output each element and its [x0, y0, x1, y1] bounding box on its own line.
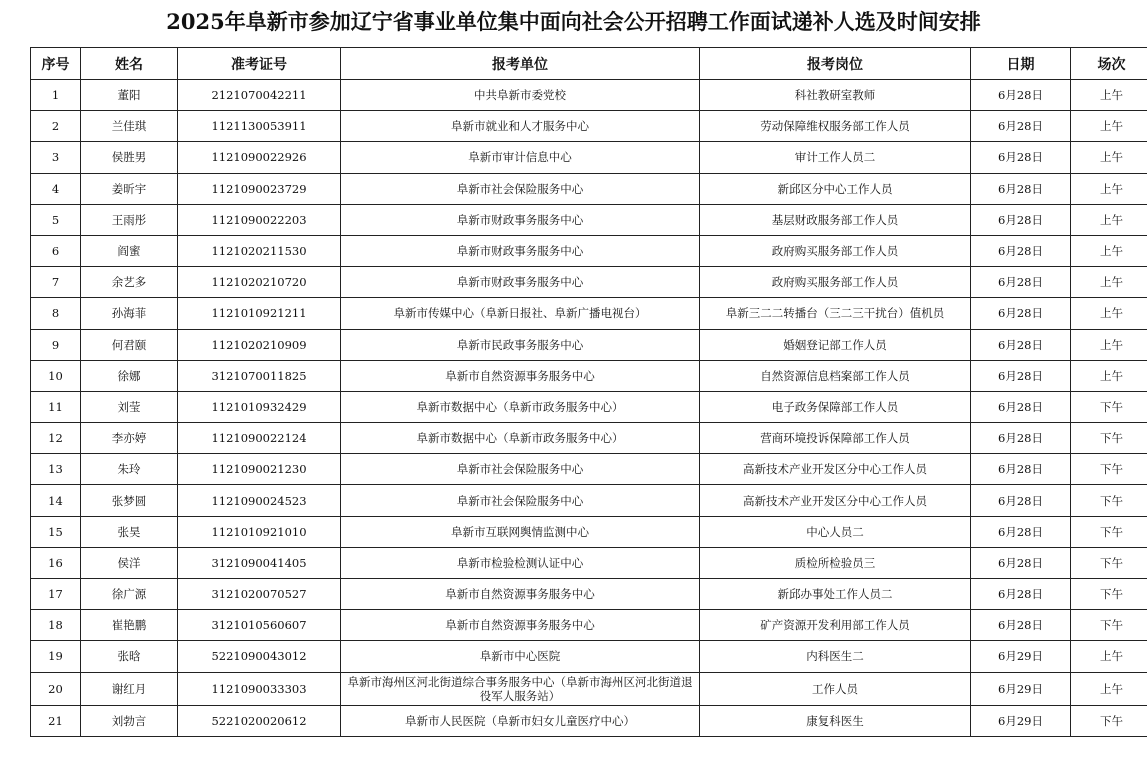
- row-number: 19: [31, 641, 81, 672]
- header-name: 姓名: [81, 48, 178, 80]
- applied-unit: 阜新市社会保险服务中心: [341, 173, 700, 204]
- interview-date: 6月28日: [971, 579, 1071, 610]
- applied-post: 电子政务保障部工作人员: [700, 391, 971, 422]
- applied-unit: 阜新市海州区河北街道综合事务服务中心（阜新市海州区河北街道退役军人服务站）: [341, 672, 700, 705]
- candidate-name: 张梦圆: [81, 485, 178, 516]
- candidate-name: 王雨彤: [81, 204, 178, 235]
- interview-date: 6月28日: [971, 111, 1071, 142]
- interview-date: 6月28日: [971, 298, 1071, 329]
- table-body: [31, 80, 1147, 737]
- interview-session: 上午: [1071, 641, 1147, 672]
- applied-unit: 阜新市互联网舆情监测中心: [341, 516, 700, 547]
- header-date: 日期: [971, 48, 1071, 80]
- row-number: 20: [31, 672, 81, 705]
- applied-post: 科社教研室教师: [700, 80, 971, 111]
- table-row: [31, 423, 1147, 454]
- interview-date: 6月28日: [971, 391, 1071, 422]
- applied-post: 婚姻登记部工作人员: [700, 329, 971, 360]
- row-number: 4: [31, 173, 81, 204]
- row-number: 1: [31, 80, 81, 111]
- candidate-name: 朱玲: [81, 454, 178, 485]
- applied-unit: 阜新市人民医院（阜新市妇女儿童医疗中心）: [341, 705, 700, 736]
- interview-session: 下午: [1071, 547, 1147, 578]
- interview-date: 6月28日: [971, 360, 1071, 391]
- applied-unit: 阜新市审计信息中心: [341, 142, 700, 173]
- applied-post: 高新技术产业开发区分中心工作人员: [700, 485, 971, 516]
- exam-id: 1121090021230: [178, 454, 341, 485]
- applied-post: 政府购买服务部工作人员: [700, 267, 971, 298]
- applied-unit: 中共阜新市委党校: [341, 80, 700, 111]
- exam-id: 1121020210720: [178, 267, 341, 298]
- interview-date: 6月28日: [971, 329, 1071, 360]
- candidate-name: 张晗: [81, 641, 178, 672]
- interview-date: 6月28日: [971, 142, 1071, 173]
- interview-session: 上午: [1071, 329, 1147, 360]
- exam-id: 3121070011825: [178, 360, 341, 391]
- table-row: [31, 235, 1147, 266]
- interview-date: 6月29日: [971, 641, 1071, 672]
- applied-unit: 阜新市数据中心（阜新市政务服务中心）: [341, 391, 700, 422]
- applied-post: 阜新三二二转播台（三二三干扰台）值机员: [700, 298, 971, 329]
- interview-date: 6月28日: [971, 173, 1071, 204]
- row-number: 12: [31, 423, 81, 454]
- header-no: 序号: [31, 48, 81, 80]
- header-unit: 报考单位: [341, 48, 700, 80]
- applied-unit: 阜新市传媒中心（阜新日报社、阜新广播电视台）: [341, 298, 700, 329]
- applied-post: 矿产资源开发利用部工作人员: [700, 610, 971, 641]
- interview-session: 上午: [1071, 173, 1147, 204]
- table-row: [31, 516, 1147, 547]
- schedule-table: [30, 47, 1147, 737]
- candidate-name: 阎蜜: [81, 235, 178, 266]
- candidate-name: 刘莹: [81, 391, 178, 422]
- applied-post: 营商环境投诉保障部工作人员: [700, 423, 971, 454]
- exam-id: 1121020211530: [178, 235, 341, 266]
- row-number: 7: [31, 267, 81, 298]
- interview-date: 6月28日: [971, 423, 1071, 454]
- applied-unit: 阜新市数据中心（阜新市政务服务中心）: [341, 423, 700, 454]
- applied-unit: 阜新市民政事务服务中心: [341, 329, 700, 360]
- table-row: [31, 705, 1147, 736]
- candidate-name: 兰佳琪: [81, 111, 178, 142]
- page-title: 2025年阜新市参加辽宁省事业单位集中面向社会公开招聘工作面试递补人选及时间安排: [166, 9, 981, 34]
- candidate-name: 徐娜: [81, 360, 178, 391]
- table-row: [31, 267, 1147, 298]
- interview-session: 下午: [1071, 516, 1147, 547]
- interview-session: 下午: [1071, 705, 1147, 736]
- table-row: [31, 610, 1147, 641]
- interview-session: 上午: [1071, 672, 1147, 705]
- interview-date: 6月28日: [971, 516, 1071, 547]
- exam-id: 1121010921211: [178, 298, 341, 329]
- interview-date: 6月28日: [971, 485, 1071, 516]
- candidate-name: 徐广源: [81, 579, 178, 610]
- exam-id: 3121010560607: [178, 610, 341, 641]
- exam-id: 1121090024523: [178, 485, 341, 516]
- interview-session: 上午: [1071, 204, 1147, 235]
- row-number: 13: [31, 454, 81, 485]
- exam-id: 3121020070527: [178, 579, 341, 610]
- table-row: [31, 485, 1147, 516]
- row-number: 15: [31, 516, 81, 547]
- exam-id: 1121090023729: [178, 173, 341, 204]
- exam-id: 5221090043012: [178, 641, 341, 672]
- applied-unit: 阜新市社会保险服务中心: [341, 454, 700, 485]
- exam-id: 1121010921010: [178, 516, 341, 547]
- interview-date: 6月28日: [971, 80, 1071, 111]
- applied-unit: 阜新市就业和人才服务中心: [341, 111, 700, 142]
- interview-session: 上午: [1071, 80, 1147, 111]
- applied-post: 自然资源信息档案部工作人员: [700, 360, 971, 391]
- table-row: [31, 111, 1147, 142]
- applied-unit: 阜新市财政事务服务中心: [341, 267, 700, 298]
- applied-unit: 阜新市社会保险服务中心: [341, 485, 700, 516]
- interview-session: 上午: [1071, 235, 1147, 266]
- interview-date: 6月28日: [971, 267, 1071, 298]
- applied-unit: 阜新市财政事务服务中心: [341, 204, 700, 235]
- exam-id: 1121090022124: [178, 423, 341, 454]
- table-row: [31, 80, 1147, 111]
- row-number: 10: [31, 360, 81, 391]
- applied-post: 中心人员二: [700, 516, 971, 547]
- candidate-name: 李亦婷: [81, 423, 178, 454]
- row-number: 14: [31, 485, 81, 516]
- interview-session: 下午: [1071, 423, 1147, 454]
- row-number: 11: [31, 391, 81, 422]
- candidate-name: 谢红月: [81, 672, 178, 705]
- candidate-name: 侯洋: [81, 547, 178, 578]
- table-row: [31, 579, 1147, 610]
- exam-id: 1121090022203: [178, 204, 341, 235]
- applied-post: 内科医生二: [700, 641, 971, 672]
- interview-date: 6月28日: [971, 235, 1071, 266]
- interview-session: 下午: [1071, 391, 1147, 422]
- table-row: [31, 547, 1147, 578]
- exam-id: 2121070042211: [178, 80, 341, 111]
- applied-post: 工作人员: [700, 672, 971, 705]
- interview-date: 6月29日: [971, 705, 1071, 736]
- candidate-name: 董阳: [81, 80, 178, 111]
- row-number: 21: [31, 705, 81, 736]
- applied-post: 劳动保障维权服务部工作人员: [700, 111, 971, 142]
- applied-post: 康复科医生: [700, 705, 971, 736]
- interview-date: 6月29日: [971, 672, 1071, 705]
- interview-date: 6月28日: [971, 204, 1071, 235]
- interview-session: 上午: [1071, 360, 1147, 391]
- row-number: 18: [31, 610, 81, 641]
- applied-post: 政府购买服务部工作人员: [700, 235, 971, 266]
- interview-session: 上午: [1071, 298, 1147, 329]
- exam-id: 1121010932429: [178, 391, 341, 422]
- table-row: [31, 672, 1147, 705]
- interview-date: 6月28日: [971, 610, 1071, 641]
- header-exam-id: 准考证号: [178, 48, 341, 80]
- table-row: [31, 454, 1147, 485]
- interview-date: 6月28日: [971, 454, 1071, 485]
- table-row: [31, 641, 1147, 672]
- candidate-name: 余艺多: [81, 267, 178, 298]
- interview-session: 上午: [1071, 111, 1147, 142]
- header-session: 场次: [1071, 48, 1147, 80]
- table-row: [31, 204, 1147, 235]
- interview-date: 6月28日: [971, 547, 1071, 578]
- row-number: 9: [31, 329, 81, 360]
- interview-session: 下午: [1071, 579, 1147, 610]
- candidate-name: 何君颐: [81, 329, 178, 360]
- table-row: [31, 142, 1147, 173]
- applied-post: 质检所检验员三: [700, 547, 971, 578]
- exam-id: 5221020020612: [178, 705, 341, 736]
- candidate-name: 姜昕宇: [81, 173, 178, 204]
- row-number: 16: [31, 547, 81, 578]
- applied-unit: 阜新市中心医院: [341, 641, 700, 672]
- interview-session: 上午: [1071, 142, 1147, 173]
- interview-session: 下午: [1071, 485, 1147, 516]
- table-row: [31, 298, 1147, 329]
- exam-id: 1121090022926: [178, 142, 341, 173]
- exam-id: 1121130053911: [178, 111, 341, 142]
- row-number: 3: [31, 142, 81, 173]
- applied-unit: 阜新市自然资源事务服务中心: [341, 579, 700, 610]
- row-number: 17: [31, 579, 81, 610]
- candidate-name: 侯胜男: [81, 142, 178, 173]
- candidate-name: 崔艳鹏: [81, 610, 178, 641]
- interview-session: 下午: [1071, 610, 1147, 641]
- row-number: 6: [31, 235, 81, 266]
- exam-id: 3121090041405: [178, 547, 341, 578]
- interview-session: 上午: [1071, 267, 1147, 298]
- applied-post: 基层财政服务部工作人员: [700, 204, 971, 235]
- applied-unit: 阜新市检验检测认证中心: [341, 547, 700, 578]
- row-number: 8: [31, 298, 81, 329]
- applied-post: 审计工作人员二: [700, 142, 971, 173]
- candidate-name: 张昊: [81, 516, 178, 547]
- header-post: 报考岗位: [700, 48, 971, 80]
- candidate-name: 孙海菲: [81, 298, 178, 329]
- table-row: [31, 173, 1147, 204]
- applied-post: 高新技术产业开发区分中心工作人员: [700, 454, 971, 485]
- exam-id: 1121090033303: [178, 672, 341, 705]
- table-row: [31, 391, 1147, 422]
- interview-session: 下午: [1071, 454, 1147, 485]
- applied-post: 新邱办事处工作人员二: [700, 579, 971, 610]
- table-row: [31, 360, 1147, 391]
- row-number: 5: [31, 204, 81, 235]
- table-row: [31, 329, 1147, 360]
- table-header-row: [31, 48, 1147, 80]
- exam-id: 1121020210909: [178, 329, 341, 360]
- applied-post: 新邱区分中心工作人员: [700, 173, 971, 204]
- applied-unit: 阜新市自然资源事务服务中心: [341, 360, 700, 391]
- row-number: 2: [31, 111, 81, 142]
- applied-unit: 阜新市财政事务服务中心: [341, 235, 700, 266]
- applied-unit: 阜新市自然资源事务服务中心: [341, 610, 700, 641]
- candidate-name: 刘勃言: [81, 705, 178, 736]
